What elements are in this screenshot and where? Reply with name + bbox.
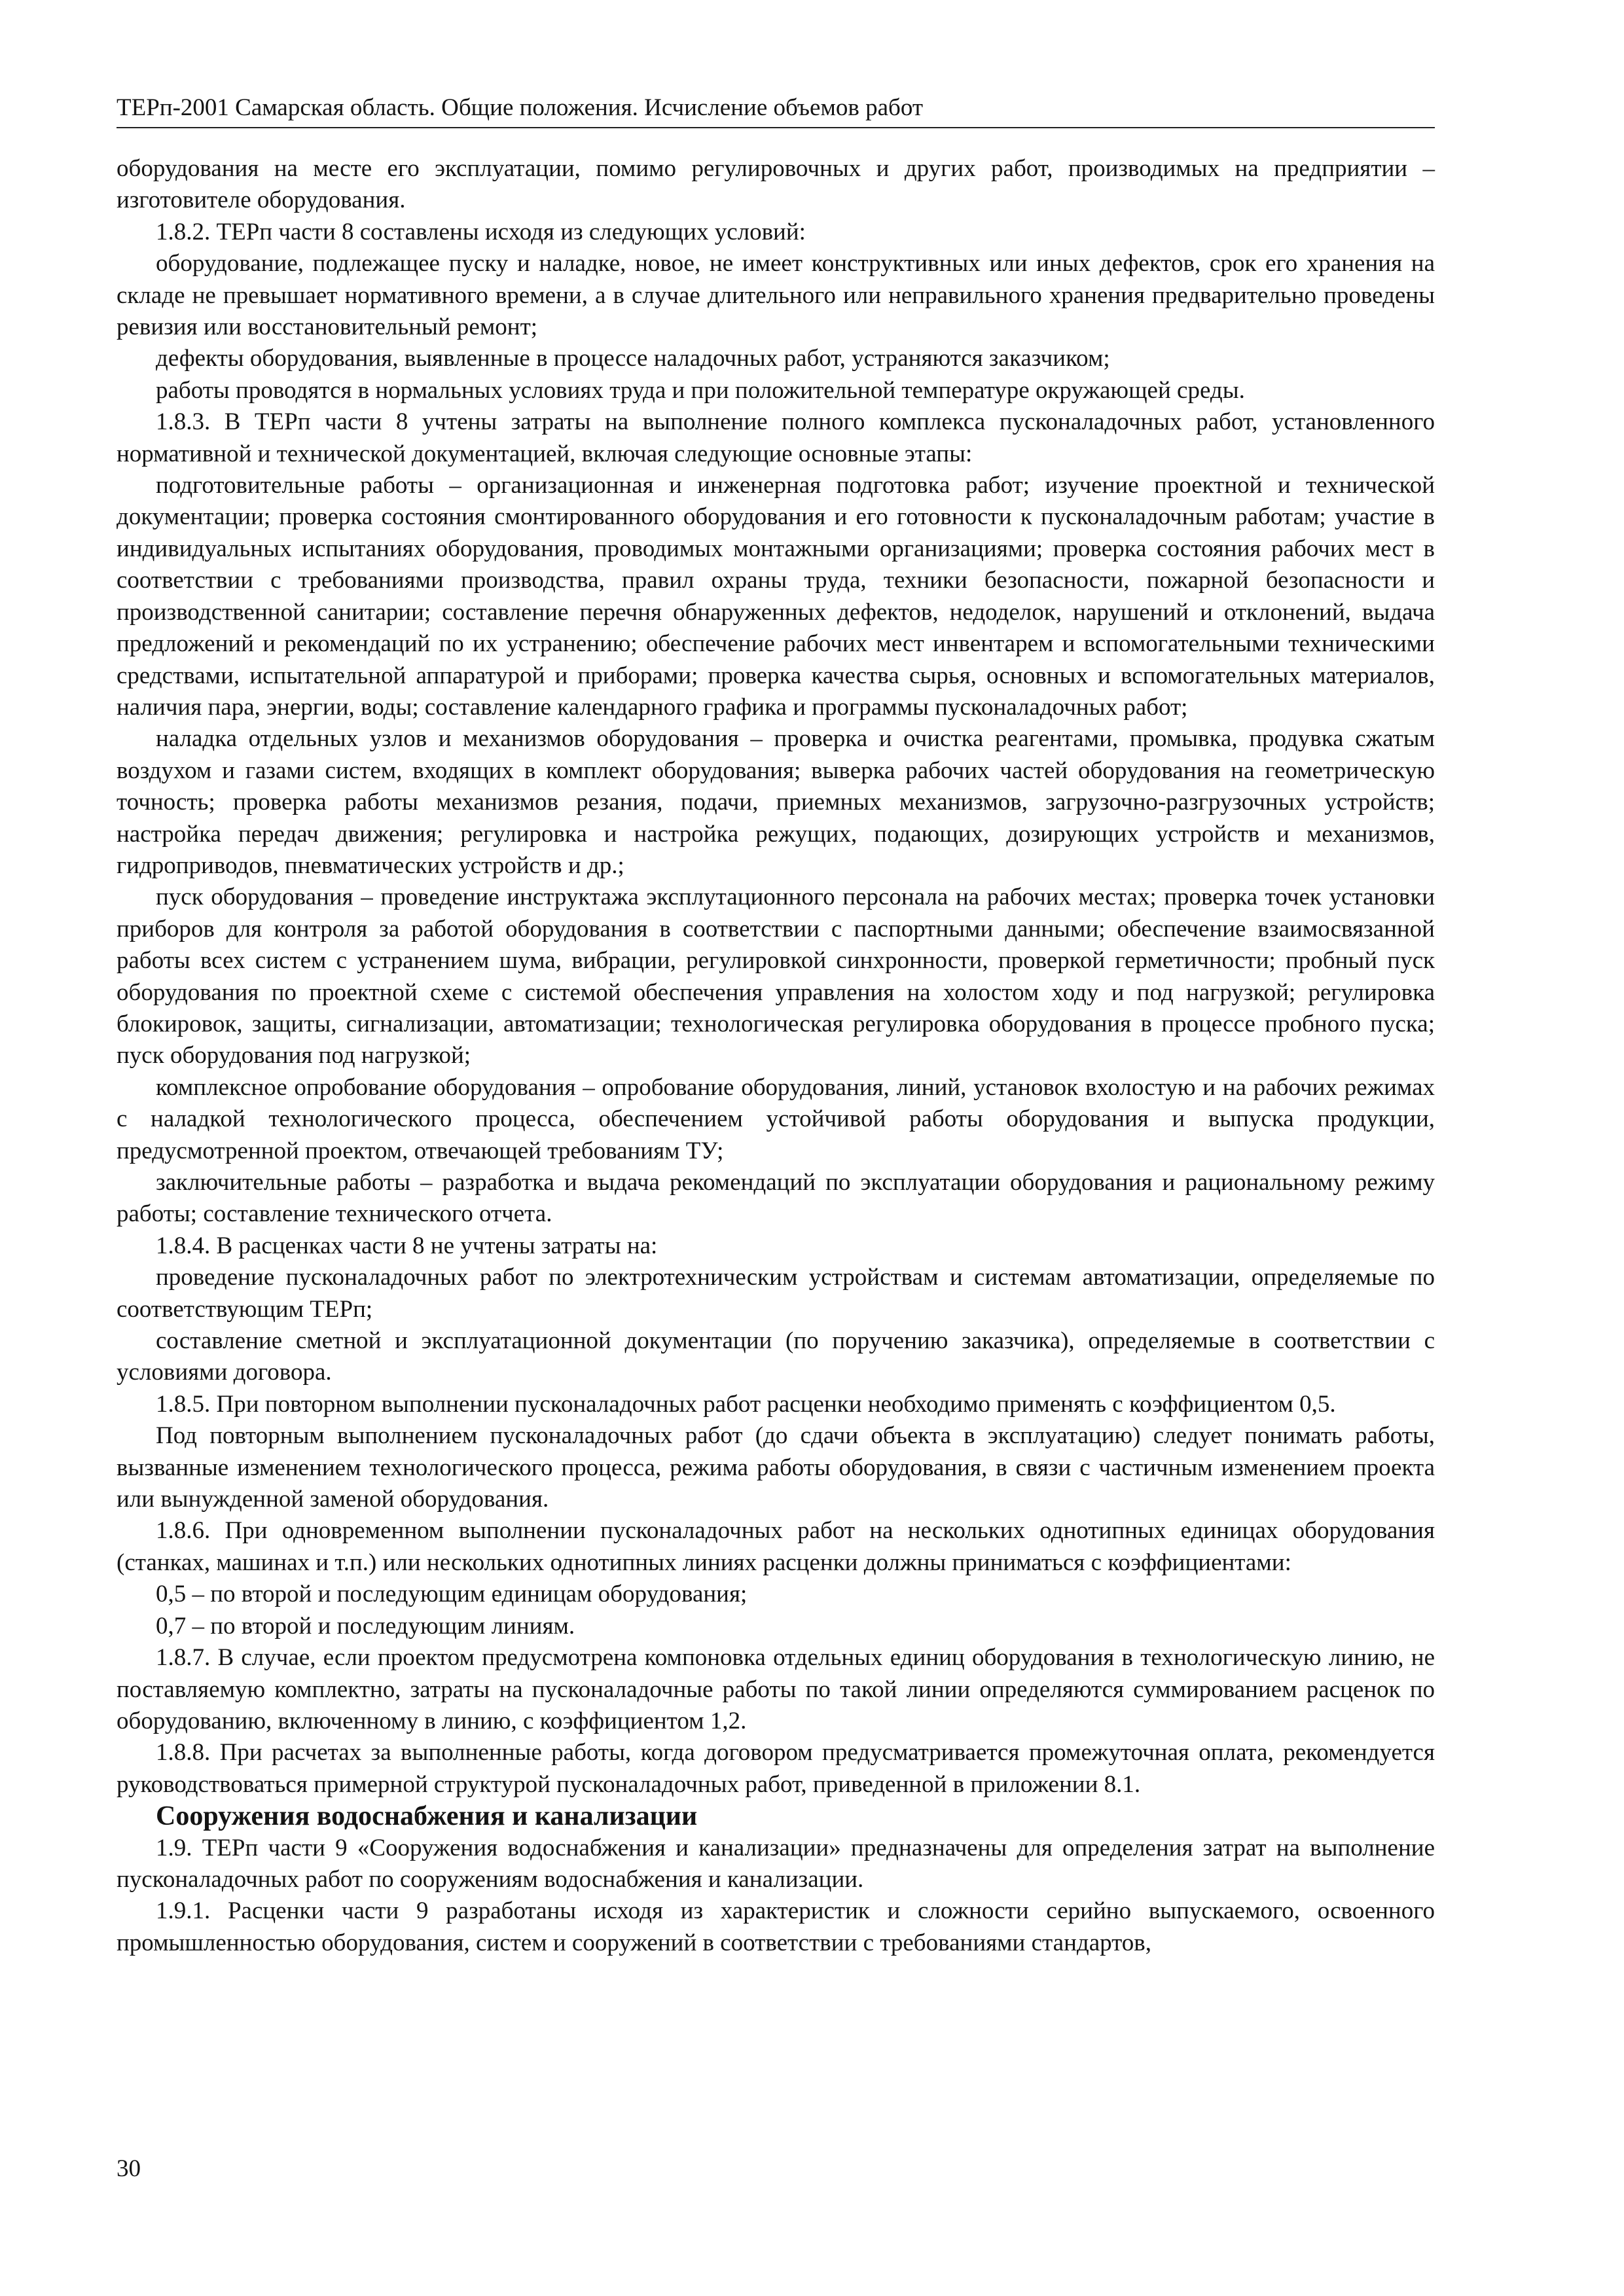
paragraph: заключительные работы – разработка и выдача рекомендаций по эксплуатации оборудования и рациональному режиму работы; составление технического отчета. bbox=[117, 1169, 1435, 1228]
paragraph: 1.9.1. Расценки части 9 разработаны исходя из характеристик и сложности серийно выпускаемого, освоенного промышленностью оборудования, систем и сооружений в соответствии с требованиями стандартов, bbox=[117, 1897, 1435, 1956]
paragraph: Под повторным выполнением пусконаладочных работ (до сдачи объекта в эксплуатацию) следует понимать работы, вызванные изменением технологического процесса, режима работы оборудования, в связи с частичным изменением проекта или вынужденной заменой оборудования. bbox=[117, 1422, 1435, 1513]
paragraph-continuation: оборудования на месте его эксплуатации, помимо регулировочных и других работ, производимых на предприятии – изготовителе оборудования. bbox=[117, 155, 1435, 214]
paragraph: 1.8.7. В случае, если проектом предусмотрена компоновка отдельных единиц оборудования в технологическую линию, не поставляемую комплектно, затраты на пусконаладочные работы по такой линии определяются суммированием расценок по оборудованию, включенному в линию, с коэффициентом 1,2. bbox=[117, 1644, 1435, 1734]
paragraph: 1.8.3. В ТЕРп части 8 учтены затраты на выполнение полного комплекса пусконаладочных работ, установленного нормативной и технической документацией, включая следующие основные этапы: bbox=[117, 408, 1435, 467]
paragraph: подготовительные работы – организационная и инженерная подготовка работ; изучение проектной и технической документации; проверка состояния смонтированного оборудования и его готовности к пусконаладочным работам; участие в индивидуальных испытаниях оборудования, проводимых монтажными организациями; проверка состояния рабочих мест в соответствии с требованиями производства, правил охраны труда, техники безопасности, пожарной безопасности и производственной санитарии; составление перечня обнаруженных дефектов, недоделок, нарушений и отклонений, выдача предложений и рекомендаций по их устранению; обеспечение рабочих мест инвентарем и вспомогательными техническими средствами, испытательной аппаратурой и приборами; проверка качества сырья, основных и вспомогательных материалов, наличия пара, энергии, воды; составление календарного графика и программы пусконаладочных работ; bbox=[117, 472, 1435, 721]
paragraph: 0,7 – по второй и последующим линиям. bbox=[156, 1612, 575, 1640]
paragraph: дефекты оборудования, выявленные в процессе наладочных работ, устраняются заказчиком; bbox=[156, 345, 1110, 372]
paragraph: 1.8.5. При повторном выполнении пусконаладочных работ расценки необходимо применять с коэффициентом 0,5. bbox=[156, 1390, 1336, 1418]
paragraph: 0,5 – по второй и последующим единицам оборудования; bbox=[156, 1581, 748, 1608]
paragraph: 1.9. ТЕРп части 9 «Сооружения водоснабжения и канализации» предназначены для определения затрат на выполнение пусконаладочных работ по сооружениям водоснабжения и канализации. bbox=[117, 1834, 1435, 1893]
paragraph: комплексное опробование оборудования – опробование оборудования, линий, установок вхолостую и на рабочих режимах с наладкой технологического процесса, обеспечением устойчивой работы оборудования и выпуска продукции, предусмотренной проектом, отвечающей требованиям ТУ; bbox=[117, 1073, 1435, 1164]
document-body bbox=[117, 153, 1435, 1959]
page-number: 30 bbox=[117, 2155, 141, 2182]
paragraph: оборудование, подлежащее пуску и наладке, новое, не имеет конструктивных или иных дефектов, срок его хранения на складе не превышает нормативного времени, а в случае длительного или неправильного хранения предварительно проведены ревизия или восстановительный ремонт; bbox=[117, 250, 1435, 341]
paragraph: наладка отдельных узлов и механизмов оборудования – проверка и очистка реагентами, промывка, продувка сжатым воздухом и газами систем, входящих в комплект оборудования; выверка рабочих частей оборудования на геометрическую точность; проверка работы механизмов резания, подачи, приемных механизмов, загрузочно-разгрузочных устройств; настройка передач движения; регулировка и настройка режущих, подающих, дозирующих устройств и механизмов, гидроприводов, пневматических устройств и др.; bbox=[117, 725, 1435, 879]
paragraph: 1.8.8. При расчетах за выполненные работы, когда договором предусматривается промежуточная оплата, рекомендуется руководствоваться примерной структурой пусконаладочных работ, приведенной в приложении 8.1. bbox=[117, 1739, 1435, 1798]
paragraph: 1.8.2. ТЕРп части 8 составлены исходя из следующих условий: bbox=[156, 218, 806, 245]
running-header: ТЕРп-2001 Самарская область. Общие положения. Исчисление объемов работ bbox=[117, 92, 1435, 128]
paragraph: работы проводятся в нормальных условиях труда и при положительной температуре окружающей среды. bbox=[156, 376, 1245, 404]
section-heading: Сооружения водоснабжения и канализации bbox=[156, 1801, 698, 1832]
paragraph: составление сметной и эксплуатационной документации (по поручению заказчика), определяемые в соответствии с условиями договора. bbox=[117, 1327, 1435, 1386]
paragraph: 1.8.4. В расценках части 8 не учтены затраты на: bbox=[156, 1232, 658, 1259]
paragraph: 1.8.6. При одновременном выполнении пусконаладочных работ на нескольких однотипных единицах оборудования (станках, машинах и т.п.) или нескольких однотипных линиях расценки должны приниматься с коэффициентами: bbox=[117, 1517, 1435, 1576]
paragraph: пуск оборудования – проведение инструктажа эксплутационного персонала на рабочих местах; проверка точек установки приборов для контроля за работой оборудования в соответствии с паспортными данными; обеспечение взаимосвязанной работы всех систем с устранением шума, вибрации, регулировкой синхронности, проверкой герметичности; пробный пуск оборудования по проектной схеме с системой обеспечения управления на холостом ходу и под нагрузкой; регулировка блокировок, защиты, сигнализации, автоматизации; технологическая регулировка оборудования в процессе пробного пуска; пуск оборудования под нагрузкой; bbox=[117, 884, 1435, 1069]
paragraph: проведение пусконаладочных работ по электротехническим устройствам и системам автоматизации, определяемые по соответствующим ТЕРп; bbox=[117, 1264, 1435, 1323]
